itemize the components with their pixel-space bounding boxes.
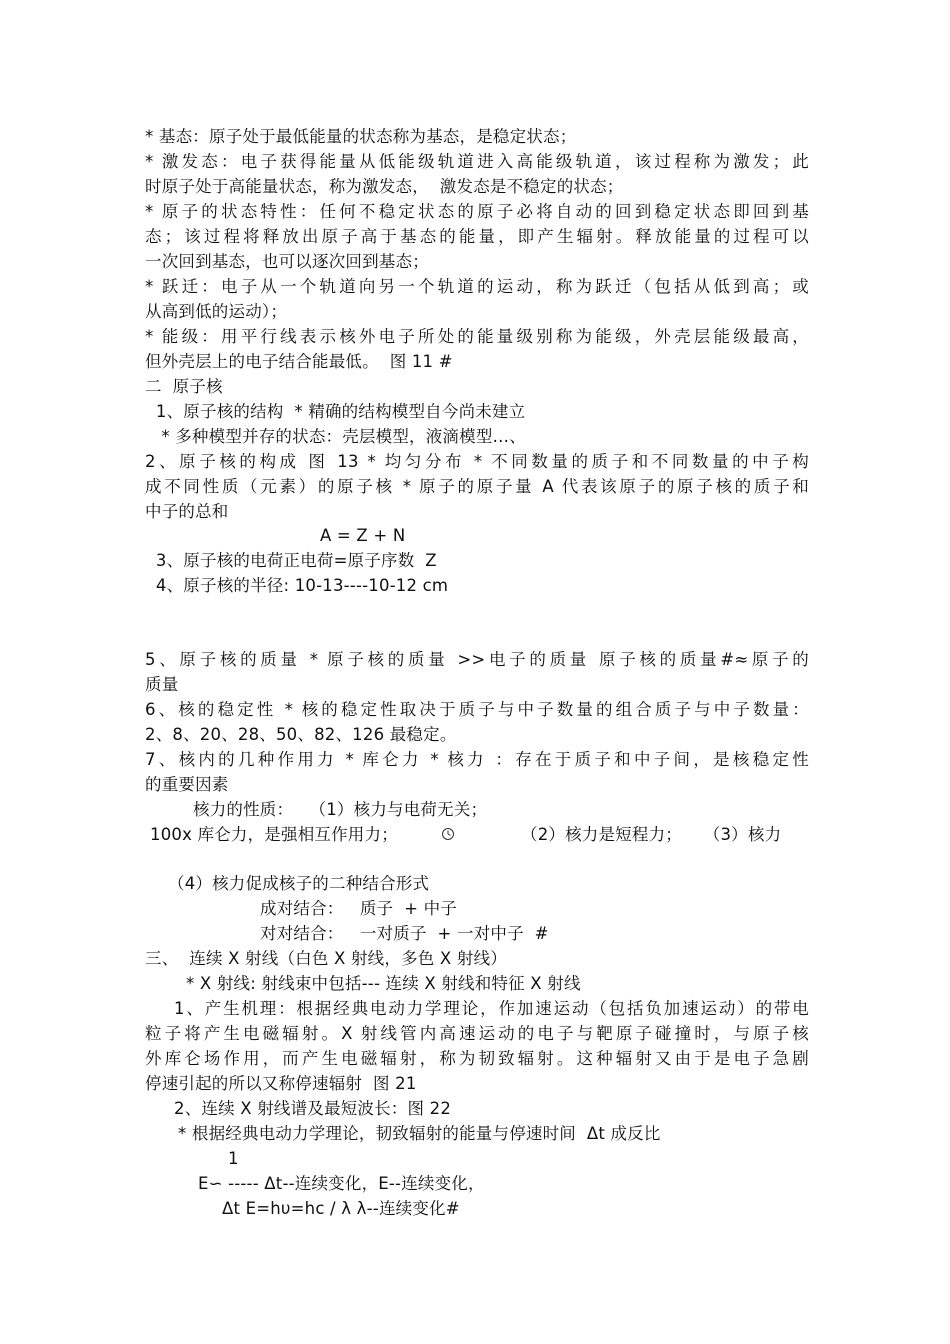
- text-line: 3、原子核的电荷正电荷=原子序数 Z: [145, 551, 437, 570]
- text-line: 从高到低的运动）；: [145, 302, 288, 321]
- text-line: 核力的性质： （1）核力与电荷无关；: [193, 800, 488, 819]
- text-line: （2）核力是短程力； （3）核力: [521, 825, 782, 844]
- text-line: 对对结合： 一对质子 + 一对中子 #: [260, 924, 549, 943]
- text-line: * 能级：用平行线表示核外电子所处的能量级别称为能级，外壳层能级最高，: [145, 327, 809, 346]
- text-line: 4、原子核的半径: 10-13----10-12 cm: [145, 576, 449, 595]
- text-line: 质量: [145, 675, 179, 694]
- text-line: 时原子处于高能量状态，称为激发态， 激发态是不稳定的状态；: [145, 177, 624, 196]
- text-line: * 激发态：电子获得能量从低能级轨道进入高能级轨道，该过程称为激发；此: [145, 152, 809, 171]
- text-line: * 根据经典电动力学理论，韧致辐射的能量与停速时间 Δt 成反比: [178, 1124, 661, 1143]
- text-line: 7、核内的几种作用力 * 库仑力 * 核力 ：存在于质子和中子间，是核稳定性: [145, 750, 809, 769]
- text-line: 1、原子核的结构 * 精确的结构模型自今尚未建立: [145, 402, 526, 421]
- text-line: 成不同性质（元素）的原子核 * 原子的原子量 A 代表该原子的原子核的质子和: [145, 477, 809, 496]
- text-line: 100x 库仑力，是强相互作用力；: [150, 825, 398, 844]
- section-heading: 三、 连续 X 射线（白色 X 射线，多色 X 射线）: [145, 949, 507, 968]
- text-line: * 原子的状态特性：任何不稳定状态的原子必将自动的回到稳定状态即回到基: [145, 202, 809, 221]
- text-line: 2、原子核的构成 图 13 * 均匀分布 * 不同数量的质子和不同数量的中子构: [145, 452, 809, 471]
- text-line: * 基态：原子处于最低能量的状态称为基态，是稳定状态；: [145, 127, 577, 146]
- text-line: 一次回到基态，也可以逐次回到基态；: [145, 252, 429, 271]
- text-line: 但外壳层上的电子结合能最低。 图 11 #: [145, 352, 453, 371]
- clock-icon: [441, 826, 455, 840]
- formula: A = Z + N: [320, 526, 406, 545]
- text-line: 停速引起的所以又称停速辐射 图 21: [145, 1074, 417, 1093]
- text-line: （4）核力促成核子的二种结合形式: [168, 874, 430, 893]
- section-heading: 二 原子核: [145, 377, 223, 396]
- text-line: 2、连续 X 射线谱及最短波长：图 22: [174, 1099, 452, 1118]
- formula: Δt E=hυ=hc / λ λ--连续变化#: [222, 1199, 460, 1218]
- text-line: 2、8、20、28、50、82、126 最稳定。: [145, 725, 457, 744]
- text-line: 5、原子核的质量 * 原子核的质量 >>电子的质量 原子核的质量#≈原子的: [145, 650, 809, 669]
- text-line: 中子的总和: [145, 502, 229, 521]
- text-line: * X 射线: 射线束中包括--- 连续 X 射线和特征 X 射线: [186, 974, 581, 993]
- text-line: 粒子将产生电磁辐射。X 射线管内高速运动的电子与靶原子碰撞时，与原子核: [145, 1024, 809, 1043]
- text-line: * 多种模型并存的状态：壳层模型，液滴模型…、: [145, 427, 526, 446]
- text-line: 外库仑场作用，而产生电磁辐射，称为韧致辐射。这种辐射又由于是电子急剧: [145, 1049, 809, 1068]
- text-line: 的重要因素: [145, 775, 229, 794]
- text-line: 成对结合： 质子 + 中子: [260, 899, 457, 918]
- formula-numerator: 1: [228, 1149, 239, 1168]
- text-line: 6、核的稳定性 * 核的稳定性取决于质子与中子数量的组合质子与中子数量：: [145, 700, 809, 719]
- text-line: 态；该过程将释放出原子高于基态的能量，即产生辐射。释放能量的过程可以: [145, 227, 809, 246]
- text-line: * 跃迁：电子从一个轨道向另一个轨道的运动，称为跃迁（包括从低到高；或: [145, 277, 809, 296]
- formula: E∽ ----- Δt--连续变化，E--连续变化，: [198, 1174, 485, 1193]
- text-line: 1、产生机理：根据经典电动力学理论，作加速运动（包括负加速运动）的带电: [174, 999, 809, 1018]
